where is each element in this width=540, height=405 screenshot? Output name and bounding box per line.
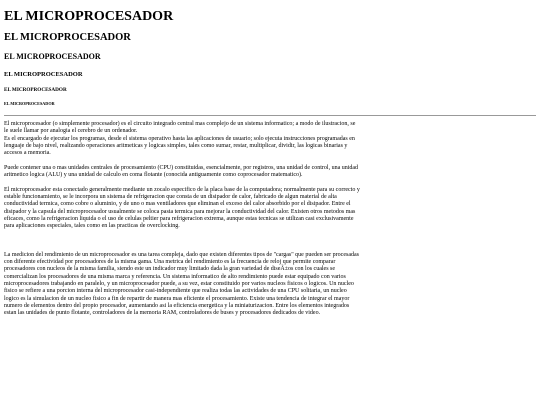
- paragraph-cpu-units: Puede contener una o mas unidades centrales de procesamiento (CPU) constituidas, esencialmente, por registros, una unidad de control, una unidad aritmetico logica (ALU) y una unidad de calculo en coma flotante (conocida antiguamente como coprocesador matematico).: [4, 164, 359, 179]
- heading-level-1: EL MICROPROCESADOR: [4, 9, 174, 24]
- paragraph-cooling: El microprocesador esta conectado generalmente mediante un zocalo especifico de la placa base de la computadora; normalmente para su correcto y estable funcionamiento, se le incorpora un sistema de refrigeracion que consta de un disipador de calor, fabricado de algun material de alta conductividad termica, como cobre o aluminio, y de uno o mas ventiladores que eliminan el exceso del calor absorbido por el disipador. Entre el disipador y la capsula del microprocesador usualmente se coloca pasta termica para mejorar la conductividad del calor. Existen otros metodos mas eficaces, como la refrigeracion liquida o el uso de celulas peltier para refrigeracion extrema, aunque estas tecnicas se utilizan casi exclusivamente para aplicaciones especiales, tales como en las practicas de overclocking.: [4, 186, 360, 230]
- paragraph-performance: La medicion del rendimiento de un microprocesador es una tarea compleja, dado que existen diferentes tipos de "cargas" que pueden ser procesadas con diferente efectividad por procesadores de la misma gama. Una metrica del rendimiento es la frecuencia de reloj que permite comparar procesadores con nucleos de la misma familia, siendo este un indicador muy limitado dada la gran variedad de diseÃ±os con los cuales se comercializan los procesadores de una misma marca y referencia. Un sistema informatico de alto rendimiento puede estar equipado con varios microprocesadores trabajando en paralelo, y un microprocesador puede, a su vez, estar constituido por varios nucleos fisicos o logicos. Un nucleo fisico se refiere a una porcion interna del microprocesador casi-independiente que realiza todas las actividades de una CPU solitaria, un nucleo logico es la simulacion de un nucleo fisico a fin de repartir de manera mas eficiente el procesamiento. Existe una tendencia de integrar el mayor numero de elementos dentro del propio procesador, aumentando asi la eficiencia energetica y la miniaturizacion. Entre los elementos integrados estan las unidades de punto flotante, controladores de la memoria RAM, controladores de buses y procesadores dedicados de video.: [4, 251, 359, 317]
- heading-level-6: EL MICROPROCESADOR: [4, 101, 55, 106]
- heading-level-4: EL MICROPROCESADOR: [4, 71, 83, 78]
- heading-level-3: EL MICROPROCESADOR: [4, 52, 101, 61]
- spacer: [4, 238, 536, 252]
- heading-level-5: EL MICROPROCESADOR: [4, 87, 67, 93]
- horizontal-rule: [4, 115, 536, 116]
- paragraph-definition: El microprocesador (o simplemente procesador) es el circuito integrado central mas complejo de un sistema informatico; a modo de ilustracion, se le suele llamar por analogia el cerebro de un ordenador. Es el encargado de ejecutar los programas, desde el sistema operativo hasta las aplicaciones de usuario; solo ejecuta instrucciones programadas en lenguaje de bajo nivel, realizando operaciones aritmeticas y logicas simples, tales como sumar, restar, multiplicar, dividir, las logicas binarias y accesos a memoria.: [4, 121, 356, 157]
- heading-level-2: EL MICROPROCESADOR: [4, 32, 131, 43]
